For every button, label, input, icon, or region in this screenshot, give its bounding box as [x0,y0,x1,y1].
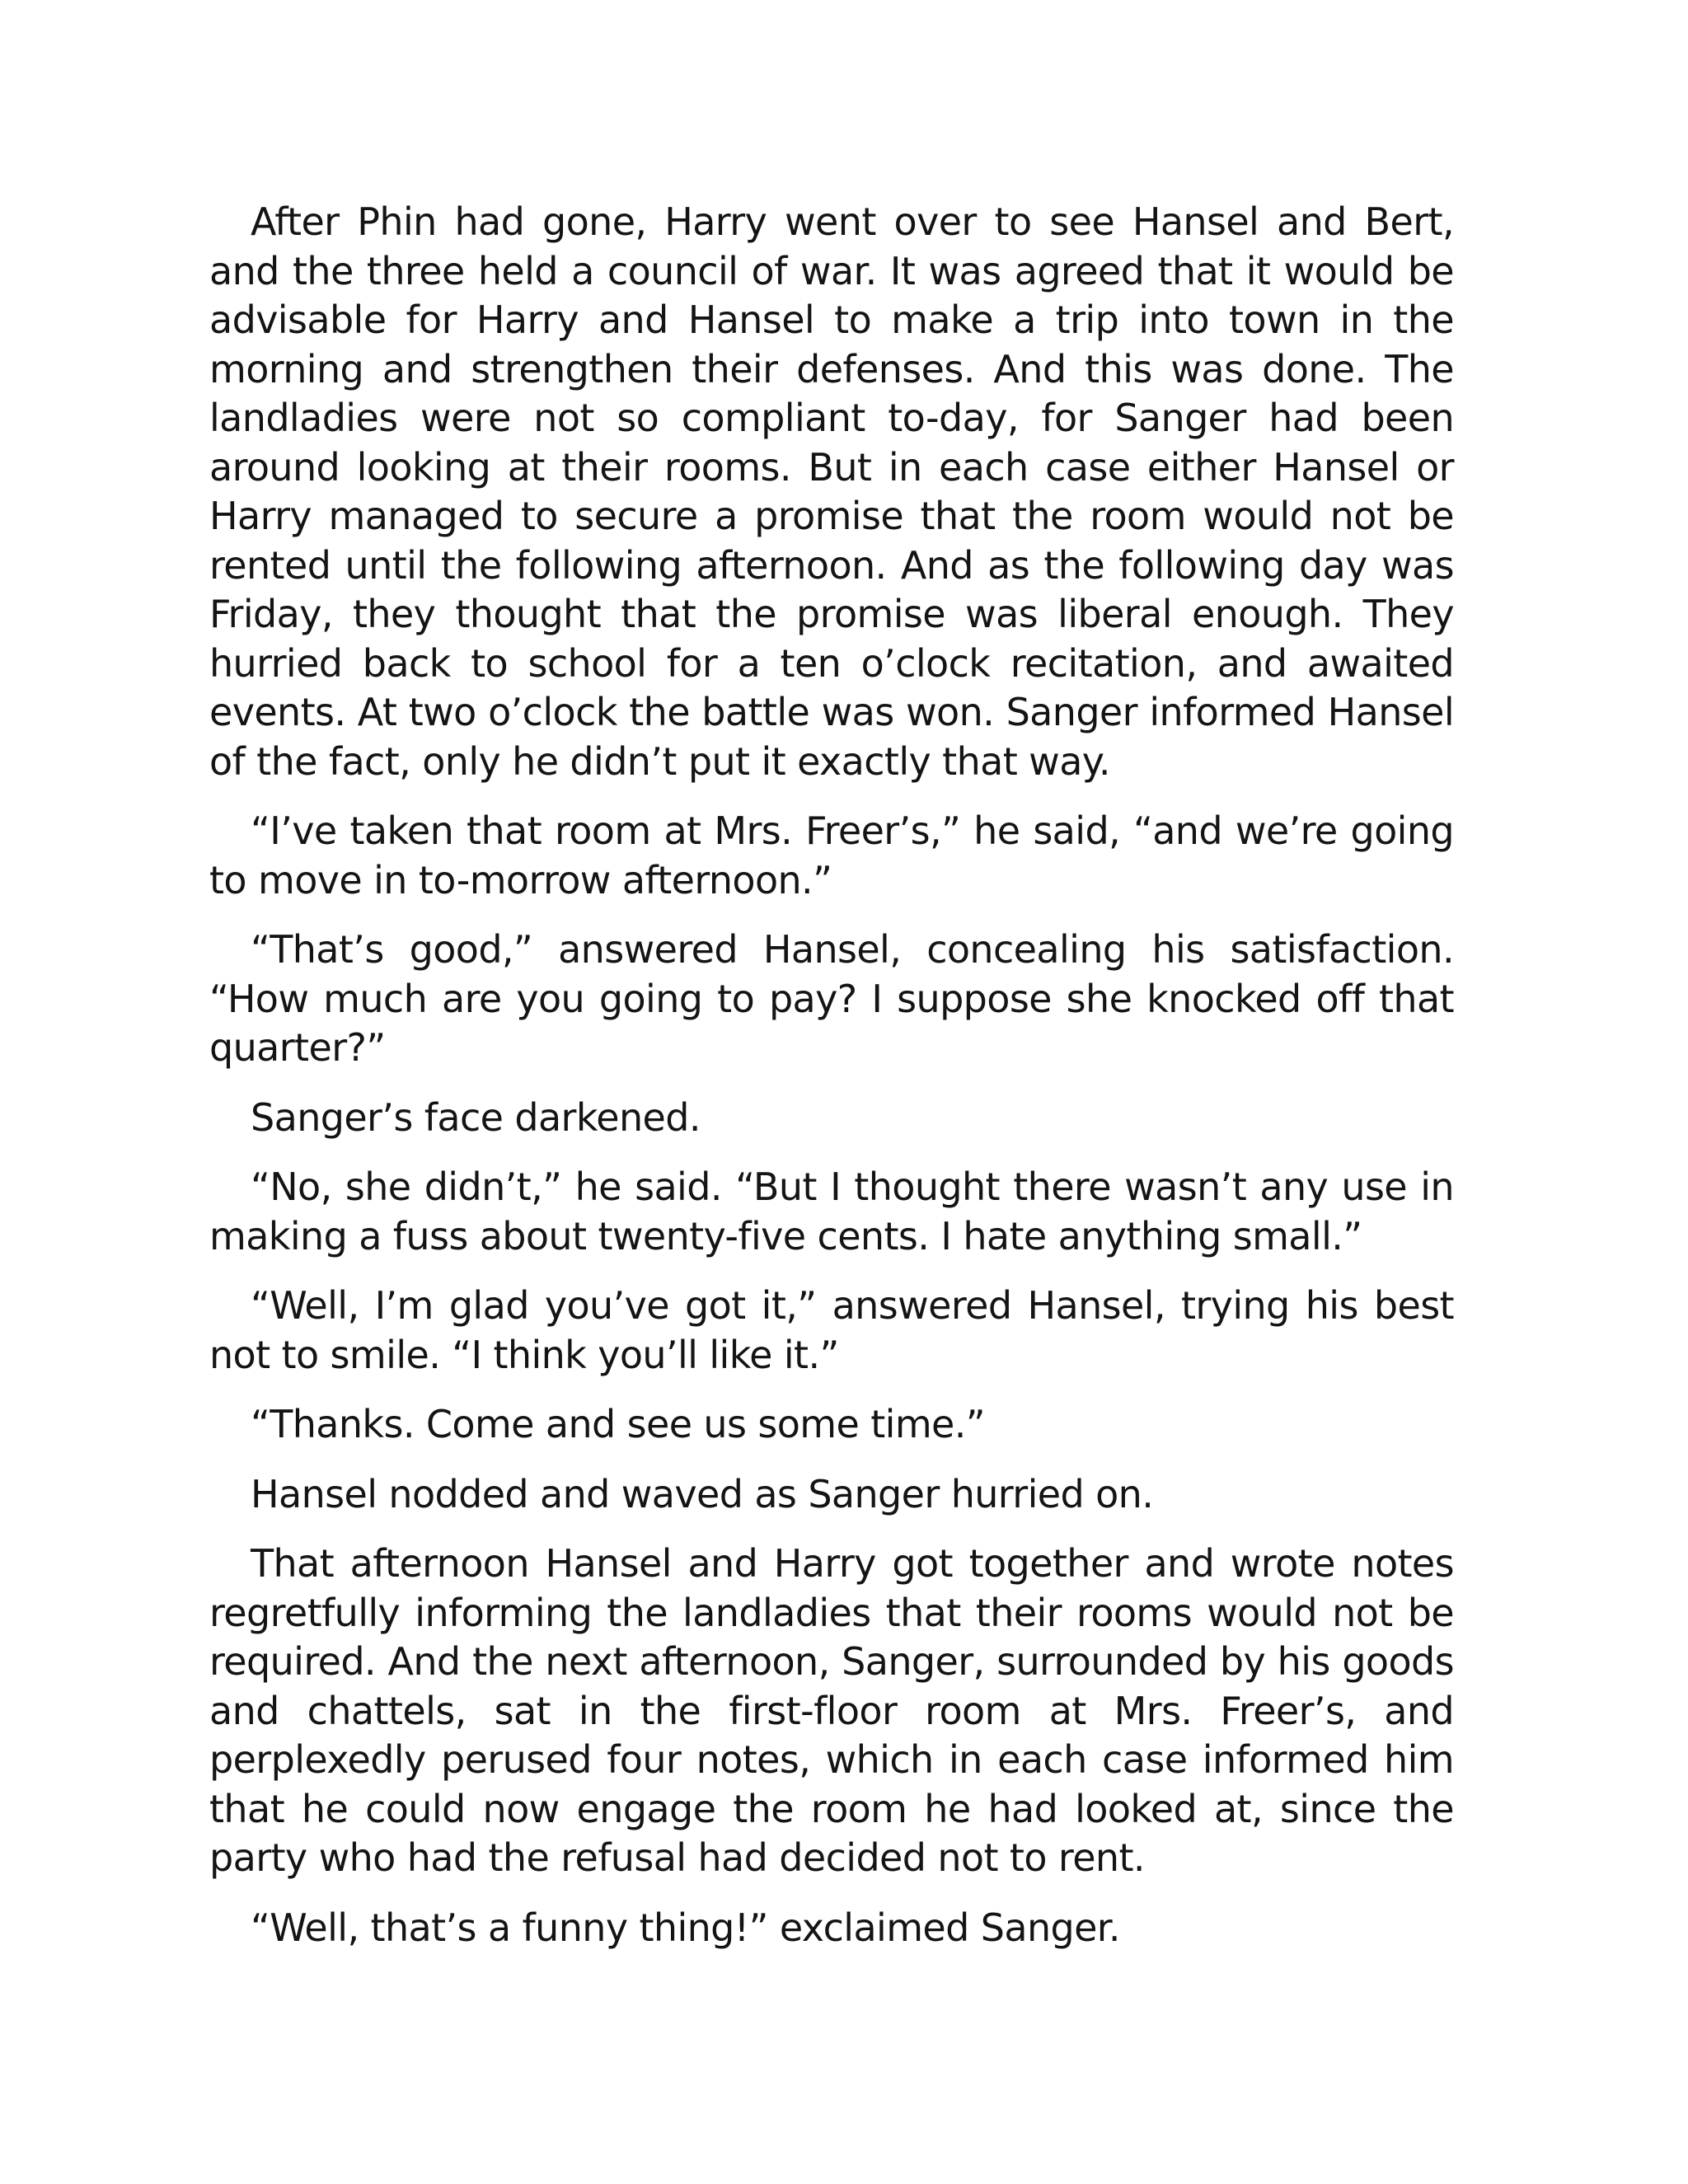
paragraph: “No, she didn’t,” he said. “But I thought there wasn’t any use in making a fuss about twenty-five cents. I hate anything small.” [209,1165,1454,1258]
paragraph: Sanger’s face darkened. [251,1094,701,1140]
paragraph: “Thanks. Come and see us some time.” [251,1402,985,1446]
paragraph: Hansel nodded and waved as Sanger hurried on. [251,1471,1154,1516]
book-page [209,198,1454,1973]
paragraph: After Phin had gone, Harry went over to see Hansel and Bert, and the three held a council of war. It was agreed that it would be advisable for Harry and Hansel to make a trip into town in the morning and strengthen their defenses. And this was done. The landladies were not so compliant to-day, for Sanger had been around looking at their rooms. But in each case either Hansel or Harry managed to secure a promise that the room would not be rented until the following afternoon. And as the following day was Friday, they thought that the promise was liberal enough. They hurried back to school for a ten o’clock recitation, and awaited events. At two o’clock the battle was won. Sanger informed Hansel of the fact, only he didn’t put it exactly that way. [209,199,1454,784]
paragraph: “Well, I’m glad you’ve got it,” answered Hansel, trying his best not to smile. “I think you’ll like it.” [209,1283,1454,1377]
paragraph: That afternoon Hansel and Harry got together and wrote notes regretfully informing the landladies that their rooms would not be required. And the next afternoon, Sanger, surrounded by his goods and chattels, sat in the first-floor room at Mrs. Freer’s, and perplexedly perused four notes, which in each case informed him that he could now engage the room he had looked at, since the party who had the refusal had decided not to rent. [209,1541,1454,1880]
paragraph: “Well, that’s a funny thing!” exclaimed Sanger. [251,1905,1120,1950]
paragraph: “I’ve taken that room at Mrs. Freer’s,” he said, “and we’re going to move in to-morrow afternoon.” [209,808,1454,902]
paragraph: “That’s good,” answered Hansel, concealing his satisfaction. “How much are you going to pay? I suppose she knocked off that quarter?” [209,927,1454,1070]
